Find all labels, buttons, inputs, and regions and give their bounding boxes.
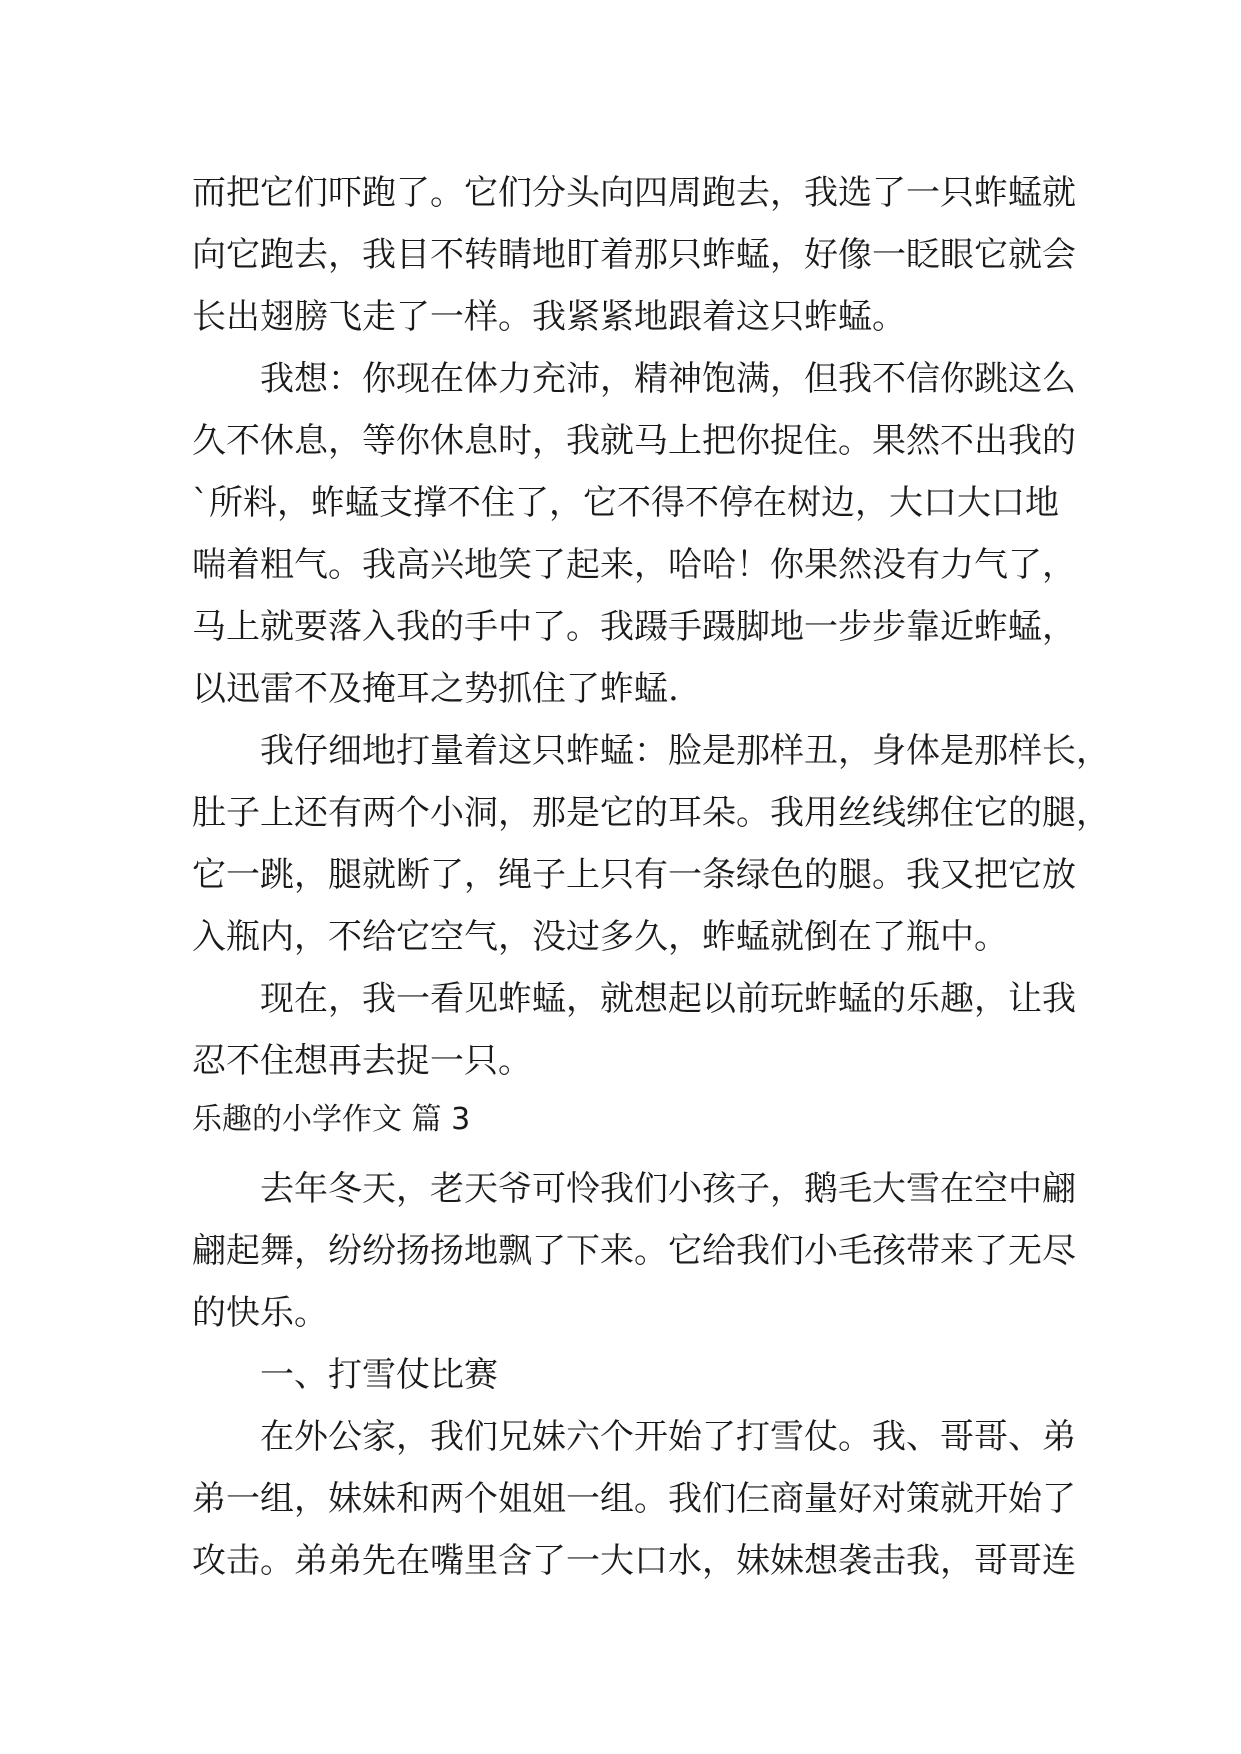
text-line: 弟一组，妹妹和两个姐姐一组。我们仨商量好对策就开始了 [192, 1479, 1076, 1519]
text-line: 肚子上还有两个小洞，那是它的耳朵。我用丝线绑住它的腿， [192, 793, 1110, 833]
text-line: 以迅雷不及掩耳之势抓住了蚱蜢. [192, 669, 679, 709]
text-line: 马上就要落入我的手中了。我蹑手蹑脚地一步步靠近蚱蜢， [192, 607, 1076, 647]
text-line: 我仔细地打量着这只蚱蜢：脸是那样丑，身体是那样长， [192, 731, 1110, 771]
text-line: 一、打雪仗比赛 [192, 1355, 498, 1395]
text-line: 忍不住想再去捉一只。 [192, 1041, 532, 1081]
text-line: 它一跳，腿就断了，绳子上只有一条绿色的腿。我又把它放 [192, 855, 1076, 895]
text-line: 向它跑去，我目不转睛地盯着那只蚱蜢，好像一眨眼它就会 [192, 235, 1076, 275]
text-line: 喘着粗气。我高兴地笑了起来，哈哈！你果然没有力气了， [192, 545, 1076, 585]
text-line: 现在，我一看见蚱蜢，就想起以前玩蚱蜢的乐趣，让我 [192, 979, 1076, 1019]
text-line: 我想：你现在体力充沛，精神饱满，但我不信你跳这么 [192, 359, 1076, 399]
essay-body-part-1 [192, 162, 1110, 1092]
text-line: 攻击。弟弟先在嘴里含了一大口水，妹妹想袭击我，哥哥连 [192, 1541, 1076, 1581]
text-line: 在外公家，我们兄妹六个开始了打雪仗。我、哥哥、弟 [192, 1417, 1076, 1457]
text-line: 长出翅膀飞走了一样。我紧紧地跟着这只蚱蜢。 [192, 297, 906, 337]
text-line: 入瓶内，不给它空气，没过多久，蚱蜢就倒在了瓶中。 [192, 917, 1008, 957]
essay-body-part-2 [192, 1158, 1076, 1592]
text-line: 久不休息，等你休息时，我就马上把你捉住。果然不出我的 [192, 421, 1076, 461]
text-line: `所料，蚱蜢支撑不住了，它不得不停在树边，大口大口地 [192, 483, 1059, 523]
text-line: 去年冬天，老天爷可怜我们小孩子，鹅毛大雪在空中翩 [192, 1169, 1076, 1209]
section-heading: 乐趣的小学作文 篇 3 [192, 1102, 471, 1137]
text-line: 而把它们吓跑了。它们分头向四周跑去，我选了一只蚱蜢就 [192, 173, 1076, 213]
text-line: 翩起舞，纷纷扬扬地飘了下来。它给我们小毛孩带来了无尽 [192, 1231, 1076, 1271]
text-line: 的快乐。 [192, 1293, 328, 1333]
